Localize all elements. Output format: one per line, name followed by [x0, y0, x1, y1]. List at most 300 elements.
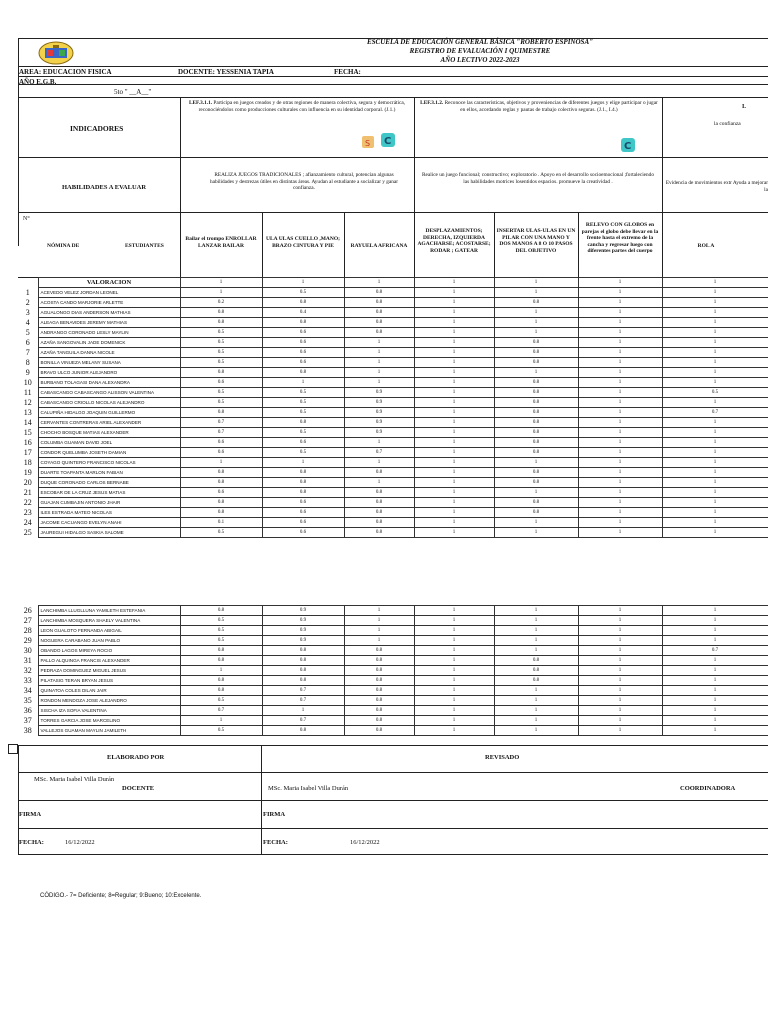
grade-cell[interactable]: 1: [414, 368, 494, 378]
grade-cell[interactable]: 1: [414, 508, 494, 518]
grade-cell[interactable]: 0.8: [262, 646, 344, 656]
grade-cell[interactable]: 1: [578, 438, 662, 448]
student-name: NOGUERA CARABANO JUAN PABLO: [38, 636, 180, 646]
grade-cell[interactable]: 1: [414, 358, 494, 368]
grade-cell[interactable]: 1: [494, 308, 578, 318]
grade-cell[interactable]: 1: [578, 616, 662, 626]
grade-cell[interactable]: 0.8: [494, 428, 578, 438]
grade-cell[interactable]: 0.8: [344, 706, 414, 716]
grade-cell[interactable]: 0.9: [262, 636, 344, 646]
grade-cell[interactable]: 1: [494, 606, 578, 616]
grade-cell[interactable]: 1: [662, 666, 768, 676]
grade-cell[interactable]: 0.8: [344, 676, 414, 686]
grade-cell[interactable]: 1: [414, 348, 494, 358]
indicators-title: INDICADORES: [70, 124, 124, 133]
grade-cell[interactable]: 1: [262, 378, 344, 388]
grade-cell[interactable]: 0.6: [262, 508, 344, 518]
grade-cell[interactable]: 0.8: [494, 478, 578, 488]
valoracion-label: VALORACION: [38, 278, 180, 288]
grade-cell[interactable]: 0.8: [494, 398, 578, 408]
row-number: 33: [18, 676, 38, 686]
grade-cell[interactable]: 1: [414, 388, 494, 398]
grade-cell[interactable]: 1: [662, 458, 768, 468]
grade-cell[interactable]: 1: [414, 498, 494, 508]
grade-cell[interactable]: 1: [662, 676, 768, 686]
grade-cell[interactable]: 1: [414, 686, 494, 696]
grade-cell[interactable]: 0.5: [180, 348, 262, 358]
grade-cell[interactable]: 1: [494, 328, 578, 338]
grade-cell[interactable]: 1: [414, 656, 494, 666]
grade-cell[interactable]: 1: [494, 318, 578, 328]
grade-cell[interactable]: 0.5: [262, 428, 344, 438]
grade-cell[interactable]: 1: [662, 488, 768, 498]
grade-cell[interactable]: 0.8: [262, 726, 344, 736]
grade-cell[interactable]: 1: [578, 716, 662, 726]
grade-cell[interactable]: 0.8: [180, 408, 262, 418]
grade-cell[interactable]: 0.8: [494, 656, 578, 666]
student-name: GUAJAN CUMBAJIN ANTONIO JHAIR: [38, 498, 180, 508]
grade-cell[interactable]: 1: [578, 408, 662, 418]
grade-cell[interactable]: 0.9: [262, 606, 344, 616]
grade-cell[interactable]: 1: [414, 288, 494, 298]
grade-cell[interactable]: 0.5: [262, 288, 344, 298]
grade-cell[interactable]: 1: [414, 428, 494, 438]
grade-cell[interactable]: 1: [578, 288, 662, 298]
grade-cell[interactable]: 1: [578, 726, 662, 736]
grade-cell[interactable]: 0.8: [494, 468, 578, 478]
grade-cell[interactable]: 0.6: [262, 498, 344, 508]
grade-cell[interactable]: 1: [578, 358, 662, 368]
grade-cell[interactable]: 0.6: [262, 358, 344, 368]
grade-cell[interactable]: 0.5: [180, 616, 262, 626]
grade-cell[interactable]: 1: [578, 458, 662, 468]
grade-cell[interactable]: 0.8: [344, 318, 414, 328]
grade-cell[interactable]: 0.8: [262, 368, 344, 378]
grade-cell[interactable]: 0.7: [262, 686, 344, 696]
grade-cell[interactable]: 1: [578, 418, 662, 428]
student-name: CERVANTES CONTRERAS ARIEL ALEXANDER: [38, 418, 180, 428]
grade-cell[interactable]: 1: [662, 358, 768, 368]
table-row: [18, 498, 768, 508]
grade-cell[interactable]: 1: [494, 696, 578, 706]
grade-cell[interactable]: 0.6: [180, 378, 262, 388]
grade-cell[interactable]: 0.9: [344, 398, 414, 408]
grade-cell[interactable]: 1: [578, 626, 662, 636]
grade-cell[interactable]: 1: [662, 468, 768, 478]
student-name: CHOCHO BOSQUE MATIAS ALEXANDER: [38, 428, 180, 438]
grade-cell[interactable]: 1: [414, 298, 494, 308]
grade-cell[interactable]: 1: [662, 448, 768, 458]
grade-cell[interactable]: 0.8: [494, 676, 578, 686]
grade-cell[interactable]: 1: [414, 398, 494, 408]
grade-cell[interactable]: 0.9: [344, 388, 414, 398]
col-relevo: RELEVO CON GLOBOS en parejas el globo debe llevar en la frente hasta el extremo de la cancha y regresar luego con diferentes partes del cuerpo: [581, 222, 659, 254]
grade-cell[interactable]: 0.8: [262, 298, 344, 308]
grade-cell[interactable]: 0.7: [180, 428, 262, 438]
grade-cell[interactable]: 1: [662, 418, 768, 428]
grade-cell[interactable]: 0.8: [494, 666, 578, 676]
grade-cell[interactable]: 0.8: [344, 666, 414, 676]
grade-cell[interactable]: 1: [662, 428, 768, 438]
valoracion-cell: 1: [262, 278, 344, 288]
grade-cell[interactable]: 1: [662, 716, 768, 726]
grade-cell[interactable]: 0.8: [344, 726, 414, 736]
grade-cell[interactable]: 1: [414, 338, 494, 348]
grade-cell[interactable]: 0.8: [344, 686, 414, 696]
grade-cell[interactable]: 1: [578, 398, 662, 408]
grade-cell[interactable]: 1: [578, 508, 662, 518]
grade-cell[interactable]: 1: [414, 666, 494, 676]
indicator-lef1-code: LEF.3.1.1.: [188, 100, 213, 106]
grade-cell[interactable]: 1: [578, 298, 662, 308]
grade-cell[interactable]: 0.6: [262, 348, 344, 358]
grade-cell[interactable]: 0.8: [180, 686, 262, 696]
grade-cell[interactable]: 1: [662, 378, 768, 388]
grade-cell[interactable]: 0.5: [662, 388, 768, 398]
grade-cell[interactable]: 0.5: [180, 636, 262, 646]
grade-cell[interactable]: 1: [662, 298, 768, 308]
grade-cell[interactable]: 0.6: [262, 518, 344, 528]
grade-cell[interactable]: 1: [494, 686, 578, 696]
grade-cell[interactable]: 1: [414, 328, 494, 338]
col-insertar: INSERTAR ULAS-ULAS EN UN PILAR CON UNA MANO Y DOS MANOS A 8 O 10 PASOS DEL OBJETIVO: [496, 228, 576, 254]
student-name: CALUPIÑA HIDALGO JOAQUIN GUILLERMO: [38, 408, 180, 418]
coordinadora-name: MSc. Maria Isabel Villa Durán: [268, 785, 349, 792]
grade-cell[interactable]: 0.8: [344, 488, 414, 498]
grade-cell[interactable]: 1: [494, 528, 578, 538]
grade-cell[interactable]: 0.7: [180, 706, 262, 716]
grade-cell[interactable]: 0.8: [262, 656, 344, 666]
grade-cell[interactable]: 0.8: [180, 498, 262, 508]
grade-cell[interactable]: 1: [494, 458, 578, 468]
grade-cell[interactable]: 0.8: [344, 308, 414, 318]
grade-cell[interactable]: 1: [414, 468, 494, 478]
grade-cell[interactable]: 1: [344, 458, 414, 468]
grade-cell[interactable]: 0.7: [662, 646, 768, 656]
grade-cell[interactable]: 1: [414, 448, 494, 458]
grade-cell[interactable]: 1: [662, 348, 768, 358]
grade-cell[interactable]: 0.5: [180, 528, 262, 538]
row-number: 20: [18, 478, 38, 488]
grade-cell[interactable]: 0.8: [180, 646, 262, 656]
row-number: 16: [18, 438, 38, 448]
grade-cell[interactable]: 1: [578, 318, 662, 328]
grade-cell[interactable]: 1: [344, 478, 414, 488]
grade-cell[interactable]: 1: [662, 616, 768, 626]
grade-cell[interactable]: 1: [414, 418, 494, 428]
grade-cell[interactable]: 1: [578, 666, 662, 676]
grade-cell[interactable]: 1: [414, 458, 494, 468]
grade-cell[interactable]: 1: [414, 378, 494, 388]
grade-cell[interactable]: 1: [414, 528, 494, 538]
grade-cell[interactable]: 0.8: [344, 716, 414, 726]
grade-cell[interactable]: 1: [662, 518, 768, 528]
grade-cell[interactable]: 0.8: [494, 508, 578, 518]
grade-cell[interactable]: 0.8: [180, 468, 262, 478]
skills-title: HABILIDADES A EVALUAR: [62, 184, 147, 191]
grade-cell[interactable]: 0.8: [344, 646, 414, 656]
grade-cell[interactable]: 0.8: [494, 338, 578, 348]
grade-cell[interactable]: 0.8: [180, 308, 262, 318]
grade-cell[interactable]: 0.8: [180, 368, 262, 378]
grade-cell[interactable]: 0.6: [262, 328, 344, 338]
grade-cell[interactable]: 0.7: [180, 418, 262, 428]
grade-cell[interactable]: 0.1: [180, 518, 262, 528]
grade-cell[interactable]: 0.8: [180, 606, 262, 616]
grade-cell[interactable]: 0.8: [180, 478, 262, 488]
grade-cell[interactable]: 0.6: [262, 528, 344, 538]
grade-cell[interactable]: 1: [414, 488, 494, 498]
student-name: LANCHIMBA LLUGLLUNA YAMILETH ESTEFANIA: [38, 606, 180, 616]
table-row: [18, 716, 768, 726]
grade-cell[interactable]: 0.8: [180, 508, 262, 518]
grade-cell[interactable]: 1: [344, 338, 414, 348]
student-name: DUARTE TOAPANTA MARLON FABIAN: [38, 468, 180, 478]
grade-cell[interactable]: 1: [662, 706, 768, 716]
grade-cell[interactable]: 0.8: [344, 696, 414, 706]
grade-cell[interactable]: 0.5: [180, 338, 262, 348]
grade-cell[interactable]: 1: [662, 338, 768, 348]
grade-cell[interactable]: 0.8: [344, 298, 414, 308]
grade-cell[interactable]: 1: [578, 528, 662, 538]
grade-cell[interactable]: 1: [494, 288, 578, 298]
grade-cell[interactable]: 0.2: [180, 298, 262, 308]
grade-cell[interactable]: 1: [578, 348, 662, 358]
grade-cell[interactable]: 0.7: [344, 448, 414, 458]
grade-cell[interactable]: 0.8: [180, 656, 262, 666]
grade-cell[interactable]: 1: [494, 368, 578, 378]
grade-cell[interactable]: 0.5: [180, 626, 262, 636]
grade-cell[interactable]: 0.6: [262, 338, 344, 348]
grade-cell[interactable]: 0.5: [262, 408, 344, 418]
cultural-icon: [361, 135, 375, 149]
grade-cell[interactable]: 0.8: [494, 418, 578, 428]
grade-cell[interactable]: 1: [344, 358, 414, 368]
grade-cell[interactable]: 0.8: [344, 508, 414, 518]
grade-cell[interactable]: 1: [578, 676, 662, 686]
grade-cell[interactable]: 1: [262, 706, 344, 716]
grade-cell[interactable]: 1: [578, 488, 662, 498]
grade-cell[interactable]: 1: [578, 606, 662, 616]
grade-cell[interactable]: 1: [414, 438, 494, 448]
firma-right: FIRMA: [263, 811, 286, 818]
grade-cell[interactable]: 1: [414, 696, 494, 706]
school-year: AÑO LECTIVO 2022-2023: [440, 56, 520, 64]
grade-cell[interactable]: 1: [578, 338, 662, 348]
grade-cell[interactable]: 1: [494, 518, 578, 528]
grade-cell[interactable]: 1: [578, 686, 662, 696]
grade-cell[interactable]: 0.8: [262, 478, 344, 488]
grade-cell[interactable]: 1: [578, 636, 662, 646]
grade-cell[interactable]: 1: [578, 388, 662, 398]
grade-cell[interactable]: 1: [662, 686, 768, 696]
grade-cell[interactable]: 0.6: [180, 438, 262, 448]
grade-cell[interactable]: 1: [414, 518, 494, 528]
grade-cell[interactable]: 1: [414, 676, 494, 686]
grade-cell[interactable]: 1: [578, 646, 662, 656]
grade-cell[interactable]: 0.5: [180, 696, 262, 706]
grade-cell[interactable]: 1: [414, 706, 494, 716]
grade-cell[interactable]: 0.8: [494, 348, 578, 358]
grade-cell[interactable]: 1: [578, 498, 662, 508]
grade-cell[interactable]: 1: [414, 616, 494, 626]
grade-cell[interactable]: 0.8: [262, 488, 344, 498]
grade-cell[interactable]: 0.8: [494, 388, 578, 398]
grade-cell[interactable]: 0.9: [262, 626, 344, 636]
grade-cell[interactable]: 1: [578, 368, 662, 378]
grade-cell[interactable]: 1: [414, 626, 494, 636]
grade-cell[interactable]: 1: [662, 498, 768, 508]
grade-cell[interactable]: 1: [494, 626, 578, 636]
grade-cell[interactable]: 1: [344, 616, 414, 626]
grade-cell[interactable]: 1: [262, 458, 344, 468]
grade-cell[interactable]: 1: [494, 636, 578, 646]
grade-cell[interactable]: 1: [578, 428, 662, 438]
grade-cell[interactable]: 0.6: [180, 488, 262, 498]
grade-cell[interactable]: 0.8: [262, 666, 344, 676]
grade-cell[interactable]: 0.5: [262, 448, 344, 458]
grade-cell[interactable]: 1: [578, 468, 662, 478]
grade-cell[interactable]: 0.8: [494, 408, 578, 418]
grade-cell[interactable]: 1: [578, 328, 662, 338]
grade-cell[interactable]: 0.6: [180, 448, 262, 458]
grade-cell[interactable]: 1: [494, 716, 578, 726]
grade-cell[interactable]: 0.8: [344, 468, 414, 478]
grade-cell[interactable]: 1: [578, 478, 662, 488]
grade-cell[interactable]: 1: [578, 706, 662, 716]
grade-cell[interactable]: 1: [662, 636, 768, 646]
grade-cell[interactable]: 1: [662, 606, 768, 616]
grade-cell[interactable]: 0.5: [180, 328, 262, 338]
creative-icon: [380, 132, 396, 148]
table-row: [18, 318, 768, 328]
grade-cell[interactable]: 0.7: [262, 696, 344, 706]
grade-cell[interactable]: 0.8: [494, 378, 578, 388]
grade-cell[interactable]: 0.8: [344, 518, 414, 528]
grade-cell[interactable]: 0.8: [344, 656, 414, 666]
grade-cell[interactable]: 1: [494, 488, 578, 498]
grade-cell[interactable]: 1: [662, 318, 768, 328]
grade-cell[interactable]: 0.5: [262, 398, 344, 408]
grade-cell[interactable]: 1: [662, 398, 768, 408]
grade-cell[interactable]: 0.8: [344, 528, 414, 538]
grade-cell[interactable]: 0.4: [262, 308, 344, 318]
grade-cell[interactable]: 1: [662, 368, 768, 378]
grade-cell[interactable]: 1: [344, 378, 414, 388]
grade-cell[interactable]: 1: [414, 716, 494, 726]
grade-cell[interactable]: 0.9: [344, 428, 414, 438]
grade-cell[interactable]: 0.8: [344, 288, 414, 298]
grade-cell[interactable]: 1: [344, 606, 414, 616]
grade-cell[interactable]: 0.8: [180, 676, 262, 686]
grade-cell[interactable]: 1: [662, 288, 768, 298]
grade-cell[interactable]: 1: [414, 318, 494, 328]
grade-cell[interactable]: 1: [180, 288, 262, 298]
grade-cell[interactable]: 0.9: [262, 616, 344, 626]
grade-cell[interactable]: 1: [494, 616, 578, 626]
grade-cell[interactable]: 1: [662, 726, 768, 736]
grade-cell[interactable]: 1: [414, 308, 494, 318]
grade-cell[interactable]: 0.8: [494, 438, 578, 448]
grade-cell[interactable]: 0.8: [262, 318, 344, 328]
grade-cell[interactable]: 1: [578, 448, 662, 458]
grade-cell[interactable]: 0.8: [494, 358, 578, 368]
table-row: [18, 656, 768, 666]
grade-cell[interactable]: 1: [344, 636, 414, 646]
grade-cell[interactable]: 0.6: [262, 438, 344, 448]
grade-cell[interactable]: 1: [180, 458, 262, 468]
grade-cell[interactable]: 0.5: [180, 358, 262, 368]
grade-cell[interactable]: 0.7: [662, 408, 768, 418]
row-number: 2: [18, 298, 38, 308]
row-number: 37: [18, 716, 38, 726]
grade-cell[interactable]: 1: [662, 626, 768, 636]
grade-cell[interactable]: 1: [578, 378, 662, 388]
grade-cell[interactable]: 0.8: [494, 448, 578, 458]
grade-cell[interactable]: 0.5: [180, 726, 262, 736]
grade-cell[interactable]: 0.9: [344, 418, 414, 428]
grade-cell[interactable]: 1: [578, 696, 662, 706]
grade-cell[interactable]: 1: [662, 696, 768, 706]
grade-cell[interactable]: 0.8: [344, 498, 414, 508]
grade-cell[interactable]: 1: [344, 348, 414, 358]
grade-cell[interactable]: 1: [180, 666, 262, 676]
grade-cell[interactable]: 1: [344, 438, 414, 448]
col-ulas: ULA ULAS CUELLO ,MANO; BRAZO CINTURA Y PIE: [266, 236, 340, 249]
grade-cell[interactable]: 0.8: [494, 498, 578, 508]
table-row: [18, 646, 768, 656]
grade-cell[interactable]: 0.5: [262, 388, 344, 398]
grade-cell[interactable]: 1: [578, 308, 662, 318]
grade-cell[interactable]: 1: [414, 478, 494, 488]
grade-cell[interactable]: 1: [578, 518, 662, 528]
grade-cell[interactable]: 1: [414, 606, 494, 616]
grade-cell[interactable]: 1: [180, 716, 262, 726]
grade-cell[interactable]: 1: [662, 438, 768, 448]
grade-cell[interactable]: 1: [662, 528, 768, 538]
grade-cell[interactable]: 1: [662, 308, 768, 318]
grade-cell[interactable]: 1: [414, 726, 494, 736]
grade-cell[interactable]: 1: [662, 478, 768, 488]
grade-cell[interactable]: 1: [414, 646, 494, 656]
grade-cell[interactable]: 0.5: [180, 398, 262, 408]
grade-cell[interactable]: 1: [414, 408, 494, 418]
grade-cell[interactable]: 0.8: [262, 676, 344, 686]
area-label: AREA: EDUCACION FISICA: [19, 68, 112, 76]
grade-cell[interactable]: 1: [578, 656, 662, 666]
grade-cell[interactable]: 1: [662, 656, 768, 666]
grade-cell[interactable]: 0.9: [344, 408, 414, 418]
grade-cell[interactable]: 1: [662, 328, 768, 338]
grade-cell[interactable]: 1: [494, 706, 578, 716]
grade-cell[interactable]: 1: [494, 726, 578, 736]
grade-cell[interactable]: 1: [414, 636, 494, 646]
table-row: [18, 666, 768, 676]
grade-cell[interactable]: 0.5: [180, 388, 262, 398]
table-row: [18, 438, 768, 448]
grade-cell[interactable]: 0.8: [494, 298, 578, 308]
grade-cell[interactable]: 0.8: [180, 318, 262, 328]
grade-cell[interactable]: 0.7: [262, 716, 344, 726]
grade-cell[interactable]: 1: [662, 508, 768, 518]
student-name: AZAÑA SANGOVALIN JADE DOMENICK: [38, 338, 180, 348]
grade-cell[interactable]: 1: [344, 626, 414, 636]
grade-cell[interactable]: 0.8: [344, 328, 414, 338]
grade-cell[interactable]: 0.8: [262, 418, 344, 428]
grade-cell[interactable]: 0.8: [262, 468, 344, 478]
grade-cell[interactable]: 1: [344, 368, 414, 378]
grade-cell[interactable]: 1: [494, 646, 578, 656]
